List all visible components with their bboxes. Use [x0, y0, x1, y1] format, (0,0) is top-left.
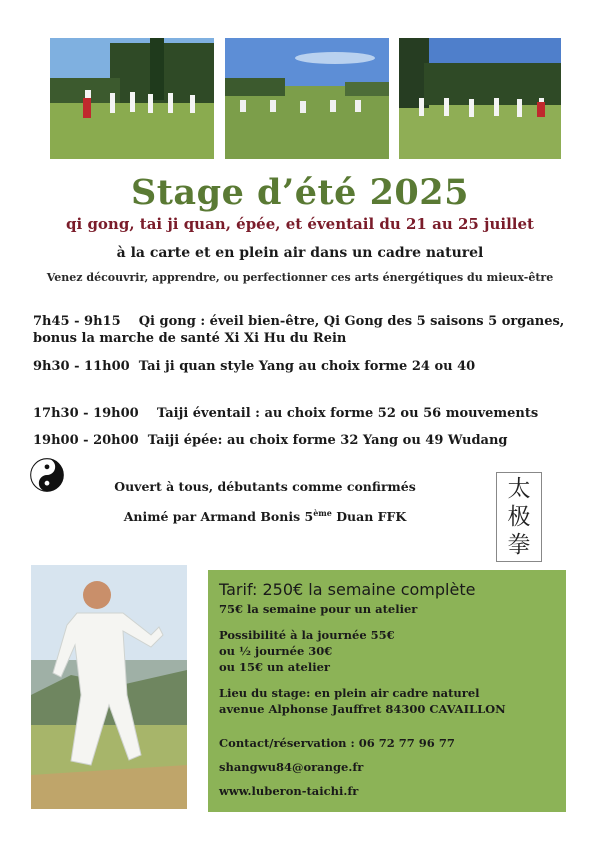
instructor-photo: [31, 565, 187, 809]
chinese-char: 拳: [507, 532, 531, 558]
schedule-text: Qi gong : éveil bien-être, Qi Gong des 5 saisons 5 organes, bonus la marche de santé Xi Xi Hu du Rein: [33, 314, 565, 346]
price-half-day: ou ½ journée 30€: [219, 644, 333, 658]
chinese-char: 极: [507, 504, 531, 530]
instructor-name: Animé par Armand Bonis 5: [123, 509, 314, 525]
schedule-item: [33, 313, 593, 347]
price-full-week: Tarif: 250€ la semaine complète: [219, 580, 476, 599]
chinese-char: 太: [507, 476, 531, 502]
website-link[interactable]: www.luberon-taichi.fr: [219, 784, 359, 798]
schedule-item: [33, 432, 593, 449]
schedule-time: 17h30 - 19h00: [33, 406, 157, 421]
venue-line: Lieu du stage: en plein air cadre naturel: [219, 686, 480, 700]
instructor-line: [0, 508, 530, 524]
taijiquan-characters: [496, 472, 542, 562]
tagline: à la carte et en plein air dans un cadre naturel: [116, 245, 484, 261]
group-photo-3: [399, 38, 561, 159]
schedule-text: Tai ji quan style Yang au choix forme 24 ou 40: [138, 359, 476, 374]
group-photo-1: [50, 38, 214, 159]
schedule-time: 19h00 - 20h00: [33, 433, 148, 448]
contact-phone: Contact/réservation : 06 72 77 96 77: [219, 736, 455, 750]
venue-address: avenue Alphonse Jauffret 84300 CAVAILLON: [219, 702, 506, 716]
schedule-text: Taiji éventail : au choix forme 52 ou 56 mouvements: [156, 406, 539, 421]
intro-text: Venez découvrir, apprendre, ou perfectionner ces arts énergétiques du mieux-être: [46, 271, 554, 284]
schedule-item: [33, 358, 593, 375]
pricing-panel: [208, 570, 566, 812]
price-day: Possibilité à la journée 55€: [219, 628, 395, 642]
instructor-rank: Duan FFK: [331, 509, 407, 525]
contact-email[interactable]: shangwu84@orange.fr: [219, 760, 364, 774]
subtitle: qi gong, tai ji quan, épée, et éventail du 21 au 25 juillet: [66, 215, 534, 233]
instructor-rank-sup: ème: [313, 508, 332, 518]
group-photo-2: [225, 38, 389, 159]
page-title: Stage d’été 2025: [130, 172, 469, 213]
schedule-item: [33, 405, 593, 422]
schedule-time: 7h45 - 9h15: [33, 314, 139, 329]
price-atelier: ou 15€ un atelier: [219, 660, 330, 674]
open-to-all: Ouvert à tous, débutants comme confirmés: [114, 479, 416, 494]
price-atelier-week: 75€ la semaine pour un atelier: [219, 602, 418, 616]
schedule-time: 9h30 - 11h00: [33, 359, 139, 374]
schedule-text: Taiji épée: au choix forme 32 Yang ou 49 Wudang: [147, 433, 508, 448]
